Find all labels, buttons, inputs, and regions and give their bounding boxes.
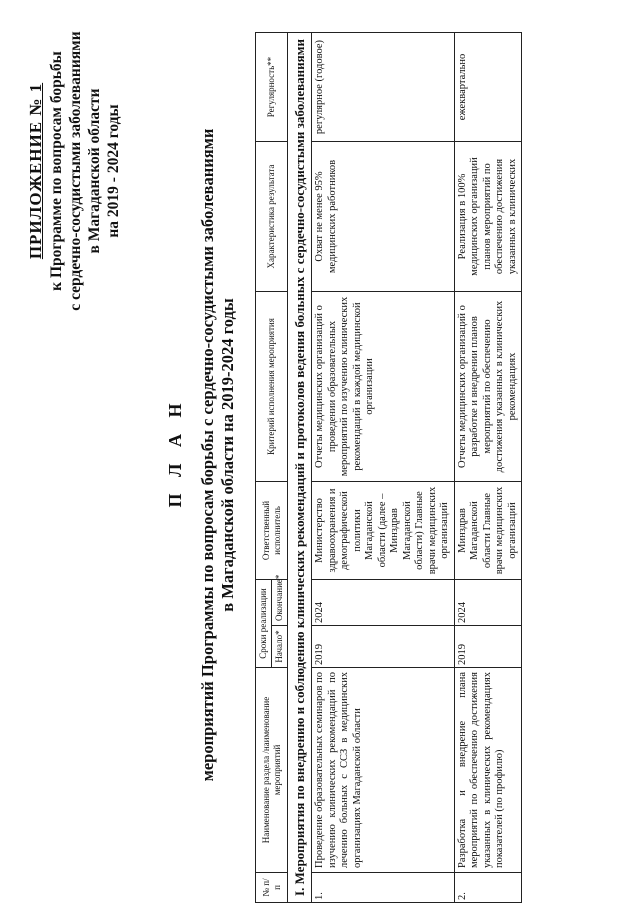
section-row <box>288 33 312 903</box>
section-title: I. Мероприятия по внедрению и соблюдению клинических рекомендаций и протоколов ведения больных с сердечно-сосудистыми заболеваниями <box>288 33 312 903</box>
plan-subtitle <box>198 65 238 845</box>
table-header-row <box>256 33 272 903</box>
header-name: Наименование раздела /наименование мероприятий <box>256 668 288 873</box>
table-row <box>454 33 522 903</box>
row-regularity: регулярное (годовое) <box>312 33 455 142</box>
appendix-line: к Программе по вопросам борьбы <box>48 51 65 291</box>
row-result: Реализация в 100% медицинских организаций планов мероприятий по обеспечению достижения указанных в клинических <box>454 142 522 292</box>
row-criterion: Отчеты медицинских организаций о проведении образовательных мероприятий по изучению клинических рекомендаций в каждой медицинской организации <box>312 292 455 482</box>
appendix-number: ПРИЛОЖЕНИЕ № 1 <box>26 82 45 260</box>
row-start: 2019 <box>454 626 522 668</box>
header-end: Окончание* <box>272 580 288 626</box>
header-start: Начало* <box>272 626 288 668</box>
row-responsible: Минздрав Магаданской области Главные врачи медицинских организаций <box>454 482 522 580</box>
row-end: 2024 <box>312 580 455 626</box>
appendix-heading <box>26 6 123 336</box>
table-row <box>312 33 455 903</box>
plan-title: П Л А Н <box>165 397 185 508</box>
header-regularity: Регулярность** <box>256 33 288 142</box>
row-end: 2024 <box>454 580 522 626</box>
row-criterion: Отчеты медицинских организаций о разработке и внедрении планов мероприятий по обеспечению достижения указанных в клинических рекомендациях <box>454 292 522 482</box>
row-start: 2019 <box>312 626 455 668</box>
appendix-line: на 2019 - 2024 годы <box>105 104 122 238</box>
header-terms: Сроки реализации <box>256 580 272 668</box>
appendix-line: в Магаданской области <box>86 88 103 254</box>
row-responsible: Министерство здравоохранения и демографической политики Магаданской области (далее – Минздрав Магаданской области) Главные врачи медицинских организаций <box>312 482 455 580</box>
header-result: Характеристика результата <box>256 142 288 292</box>
row-num: 1. <box>312 873 455 903</box>
plan-subtitle-line: мероприятий Программы по вопросам борьбы с сердечно-сосудистыми заболеваниями <box>198 128 217 782</box>
header-responsible: Ответственный исполнитель <box>256 482 288 580</box>
appendix-line: с сердечно-сосудистыми заболеваниями <box>67 31 84 311</box>
plan-table <box>255 32 522 903</box>
row-num: 2. <box>454 873 522 903</box>
header-num: № п/п <box>256 873 288 903</box>
header-criterion: Критерий исполнения мероприятия <box>256 292 288 482</box>
plan-subtitle-line: в Магаданской области на 2019-2024 годы <box>218 298 237 612</box>
row-name: Разработка и внедрение плана мероприятий по обеспечению достижения указанных в клинических рекомендациях показателей (по профилю) <box>454 668 522 873</box>
row-regularity: ежеквартально <box>454 33 522 142</box>
row-result: Охват не менее 95% медицинских работников <box>312 142 455 292</box>
row-name: Проведение образовательных семинаров по изучению клинических рекомендаций по лечению больных с ССЗ в медицинских организациях Магаданской области <box>312 668 455 873</box>
